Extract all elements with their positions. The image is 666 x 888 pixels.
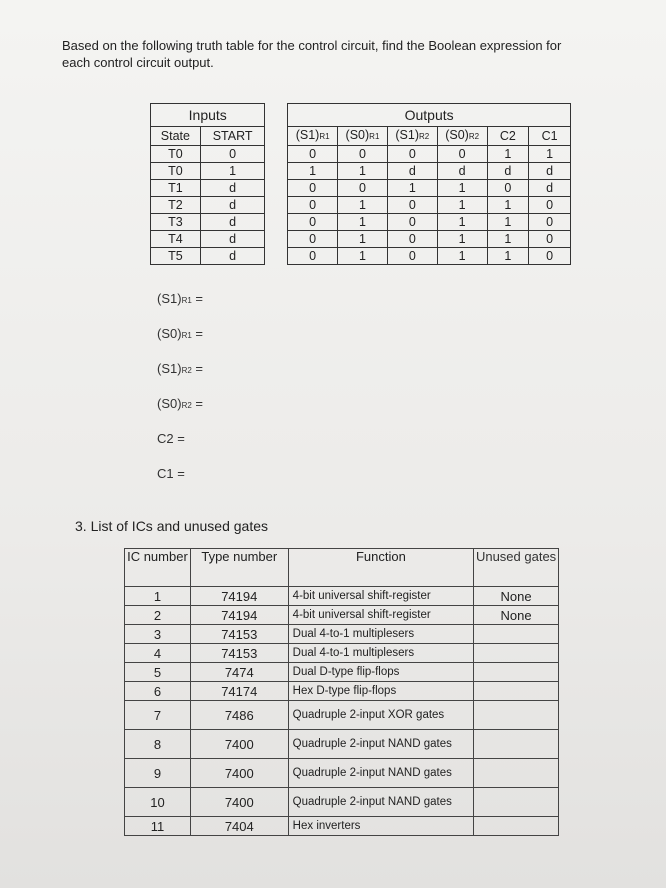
truth-table-cell: 0 xyxy=(387,214,437,231)
ic-table-cell: 7400 xyxy=(190,759,288,788)
truth-table-cell: d xyxy=(529,163,571,180)
truth-table-cell: 1 xyxy=(487,197,529,214)
truth-table-cell: 1 xyxy=(437,231,487,248)
ic-table-cell: 3 xyxy=(125,625,191,644)
ic-table-cell: 11 xyxy=(125,817,191,836)
ic-table-cell xyxy=(474,625,559,644)
ic-table-row xyxy=(125,788,559,817)
truth-table-cell: 1 xyxy=(487,146,529,163)
col-s1r2: (S1)R2 xyxy=(387,127,437,146)
truth-table-cell: d xyxy=(200,231,265,248)
ic-table-cell xyxy=(474,788,559,817)
truth-table-cell: d xyxy=(200,214,265,231)
truth-table xyxy=(150,103,571,265)
col-start: START xyxy=(200,127,265,146)
ic-table-row xyxy=(125,701,559,730)
truth-table-cell: d xyxy=(200,197,265,214)
ic-table-cell: 5 xyxy=(125,663,191,682)
ic-table-cell: Quadruple 2-input NAND gates xyxy=(288,730,473,759)
truth-table-cell: T2 xyxy=(151,197,201,214)
truth-table-cell: 0 xyxy=(387,197,437,214)
truth-table-cell: 0 xyxy=(338,146,388,163)
ic-table-cell: 4-bit universal shift-register xyxy=(288,587,473,606)
truth-table-cell: 0 xyxy=(288,197,338,214)
truth-table-cell: 0 xyxy=(529,248,571,265)
truth-table-cell: T0 xyxy=(151,146,201,163)
ic-table-cell: 4 xyxy=(125,644,191,663)
ic-table-cell: 2 xyxy=(125,606,191,625)
truth-table-cell: T3 xyxy=(151,214,201,231)
truth-table-cell: 0 xyxy=(387,248,437,265)
truth-table-row xyxy=(151,214,571,231)
truth-table-cell: 0 xyxy=(437,146,487,163)
truth-table-cell: 0 xyxy=(288,214,338,231)
col-c2: C2 xyxy=(487,127,529,146)
truth-table-cell: 1 xyxy=(288,163,338,180)
truth-table-cell: 1 xyxy=(437,248,487,265)
truth-table-cell: 1 xyxy=(487,231,529,248)
ic-table-row xyxy=(125,663,559,682)
ic-table-cell: Dual 4-to-1 multiplesers xyxy=(288,644,473,663)
equation-c2: C2 = xyxy=(157,431,185,446)
ic-table-cell: 7486 xyxy=(190,701,288,730)
truth-table-cell: d xyxy=(529,180,571,197)
outputs-header: Outputs xyxy=(288,104,571,127)
equation-s1r2: (S1)R2 = xyxy=(157,361,204,376)
ic-table-cell: 74153 xyxy=(190,625,288,644)
ic-table-cell: 9 xyxy=(125,759,191,788)
ic-table-cell: 7404 xyxy=(190,817,288,836)
truth-table-cell: 0 xyxy=(529,231,571,248)
ic-table-cell: None xyxy=(474,587,559,606)
ic-table-cell xyxy=(474,682,559,701)
ic-table-cell xyxy=(474,701,559,730)
ic-table-cell: 7400 xyxy=(190,730,288,759)
col-state: State xyxy=(151,127,201,146)
ic-table-cell: 74194 xyxy=(190,587,288,606)
truth-table-cell: 0 xyxy=(288,180,338,197)
truth-table-cell: 0 xyxy=(387,231,437,248)
truth-table-row xyxy=(151,163,571,180)
truth-table-cell: T5 xyxy=(151,248,201,265)
truth-table-cell: 0 xyxy=(487,180,529,197)
truth-table-cell: 0 xyxy=(288,146,338,163)
ic-table-cell: 7400 xyxy=(190,788,288,817)
truth-table-cell: 1 xyxy=(338,248,388,265)
truth-table-cell: 0 xyxy=(529,214,571,231)
truth-table-cell: 0 xyxy=(338,180,388,197)
truth-table-row xyxy=(151,197,571,214)
truth-table-cell: T1 xyxy=(151,180,201,197)
truth-table-cell: 1 xyxy=(487,248,529,265)
ic-col-number: IC number xyxy=(125,549,191,587)
truth-table-cell: d xyxy=(200,248,265,265)
truth-table-cell: 1 xyxy=(487,214,529,231)
truth-table-cell: 0 xyxy=(387,146,437,163)
truth-table-cell: 1 xyxy=(387,180,437,197)
ic-table-cell: Quadruple 2-input NAND gates xyxy=(288,788,473,817)
equation-s1r1: (S1)R1 = xyxy=(157,291,204,306)
ic-table-row xyxy=(125,817,559,836)
table-gap xyxy=(265,104,288,127)
equation-list xyxy=(157,291,203,501)
ic-table-cell: Quadruple 2-input NAND gates xyxy=(288,759,473,788)
ic-table-cell: 1 xyxy=(125,587,191,606)
ic-table-cell xyxy=(474,759,559,788)
ic-table-cell xyxy=(474,663,559,682)
ic-table-cell xyxy=(474,817,559,836)
equation-c1: C1 = xyxy=(157,466,185,481)
ic-col-type: Type number xyxy=(190,549,288,587)
truth-table-row xyxy=(151,180,571,197)
ic-table-cell: Dual D-type flip-flops xyxy=(288,663,473,682)
truth-table-cell: 1 xyxy=(437,197,487,214)
ic-table-cell xyxy=(474,644,559,663)
truth-table-cell: 1 xyxy=(338,197,388,214)
ic-table-cell: 7 xyxy=(125,701,191,730)
ic-table-row xyxy=(125,587,559,606)
ic-table-cell: 74153 xyxy=(190,644,288,663)
truth-table-cell: d xyxy=(200,180,265,197)
intro-text: Based on the following truth table for the control circuit, find the Boolean expression for each control circuit output. xyxy=(62,38,562,70)
truth-table-cell: 0 xyxy=(529,197,571,214)
equation-s0r1: (S0)R1 = xyxy=(157,326,204,341)
col-s1r1: (S1)R1 xyxy=(288,127,338,146)
truth-table-cell: 1 xyxy=(338,214,388,231)
ic-table-cell: 74174 xyxy=(190,682,288,701)
ic-table xyxy=(124,548,559,836)
ic-table-cell: Hex inverters xyxy=(288,817,473,836)
ic-table-cell: 74194 xyxy=(190,606,288,625)
truth-table-cell: 1 xyxy=(338,163,388,180)
ic-table-row xyxy=(125,644,559,663)
col-c1: C1 xyxy=(529,127,571,146)
inputs-header: Inputs xyxy=(151,104,265,127)
section-3-title: 3. List of ICs and unused gates xyxy=(75,518,269,534)
equation-s0r2: (S0)R2 = xyxy=(157,396,204,411)
ic-table-cell: None xyxy=(474,606,559,625)
truth-table-cell: d xyxy=(487,163,529,180)
col-s0r2: (S0)R2 xyxy=(437,127,487,146)
ic-table-cell: 8 xyxy=(125,730,191,759)
ic-table-row xyxy=(125,730,559,759)
truth-table-cell: d xyxy=(437,163,487,180)
truth-table-cell: 1 xyxy=(437,180,487,197)
truth-table-row xyxy=(151,146,571,163)
ic-col-function: Function xyxy=(288,549,473,587)
ic-table-row xyxy=(125,606,559,625)
truth-table-cell: d xyxy=(387,163,437,180)
ic-table-cell: 10 xyxy=(125,788,191,817)
truth-table-cell: 1 xyxy=(338,231,388,248)
truth-table-row xyxy=(151,248,571,265)
ic-table-cell: 6 xyxy=(125,682,191,701)
ic-table-cell: 4-bit universal shift-register xyxy=(288,606,473,625)
truth-table-cell: 0 xyxy=(288,248,338,265)
ic-col-unused: Unused gates xyxy=(474,549,559,587)
truth-table-cell: 1 xyxy=(529,146,571,163)
truth-table-row xyxy=(151,231,571,248)
ic-table-row xyxy=(125,682,559,701)
truth-table-cell: 0 xyxy=(200,146,265,163)
truth-table-cell: T0 xyxy=(151,163,201,180)
truth-table-cell: T4 xyxy=(151,231,201,248)
ic-table-row xyxy=(125,625,559,644)
truth-table-cell: 1 xyxy=(200,163,265,180)
ic-table-cell xyxy=(474,730,559,759)
ic-table-cell: Dual 4-to-1 multiplesers xyxy=(288,625,473,644)
ic-table-cell: Quadruple 2-input XOR gates xyxy=(288,701,473,730)
truth-table-cell: 0 xyxy=(288,231,338,248)
col-s0r1: (S0)R1 xyxy=(338,127,388,146)
truth-table-cell: 1 xyxy=(437,214,487,231)
ic-table-row xyxy=(125,759,559,788)
ic-table-cell: Hex D-type flip-flops xyxy=(288,682,473,701)
ic-table-cell: 7474 xyxy=(190,663,288,682)
